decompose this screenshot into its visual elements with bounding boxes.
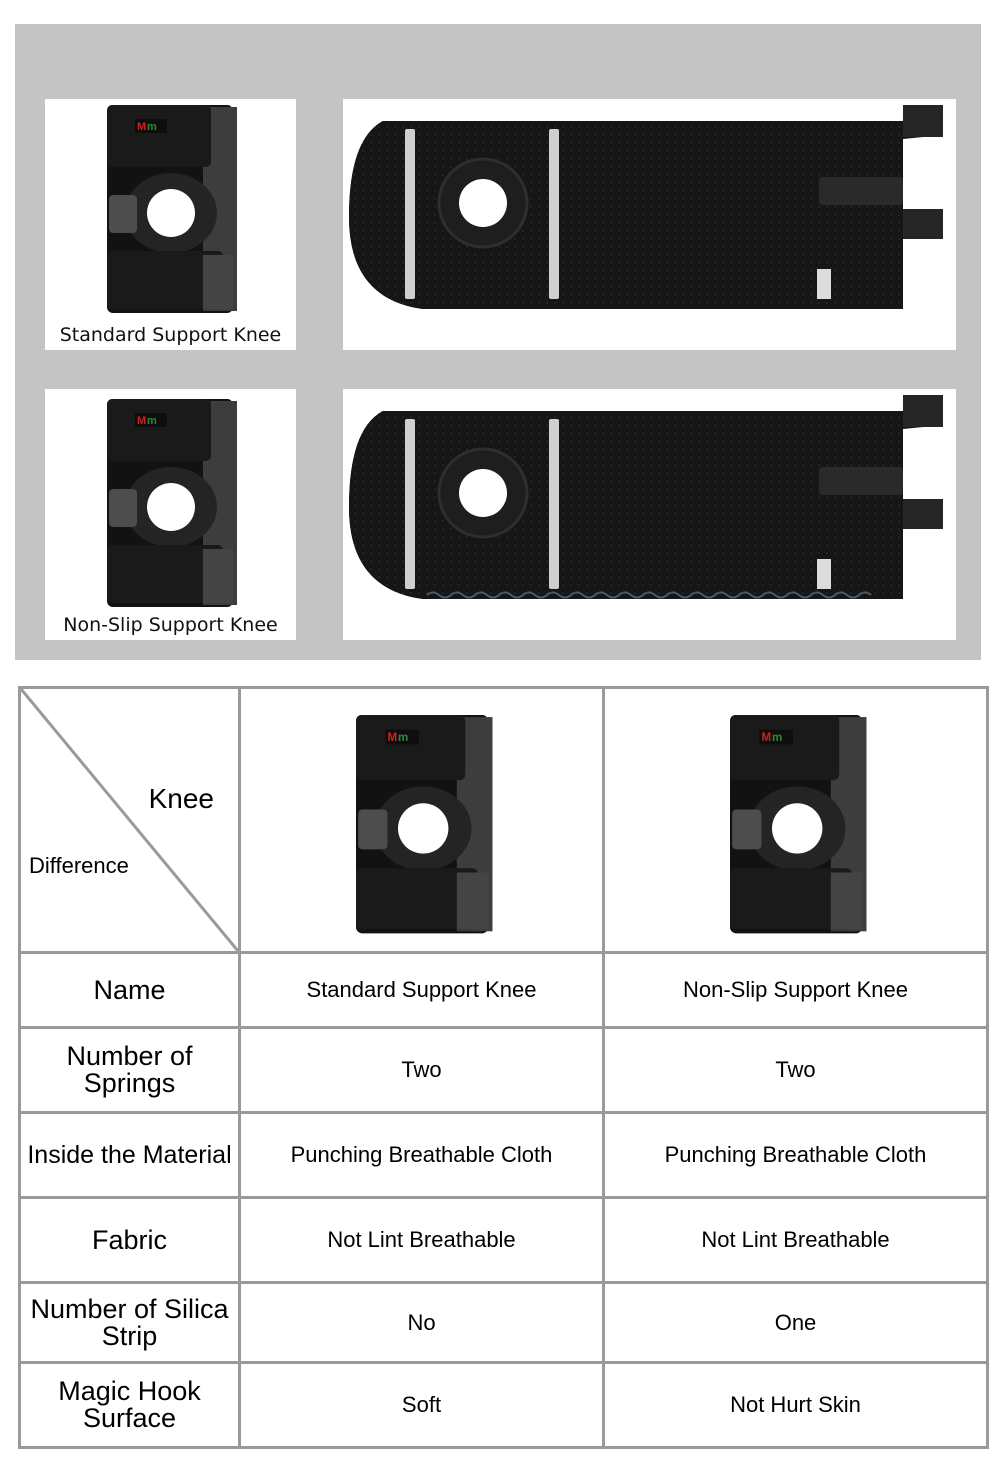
product-views-panel [15, 24, 981, 660]
standard-value: Two [240, 1028, 604, 1113]
nonslip-value: Not Lint Breathable [604, 1198, 988, 1283]
corner-knee-label: Knee [148, 783, 214, 814]
comparison-table [18, 686, 989, 1449]
nonslip-value: One [604, 1283, 988, 1363]
standard-knee-flat-image [343, 99, 956, 350]
row-label: Magic Hook Surface [20, 1363, 240, 1448]
standard-value: Soft [240, 1363, 604, 1448]
nonslip-knee-front-image [45, 389, 296, 640]
nonslip-knee-label: Non-Slip Support Knee [63, 614, 278, 636]
table-row [20, 1363, 988, 1448]
row-label: Number of Silica Strip [20, 1283, 240, 1363]
nonslip-value: Not Hurt Skin [604, 1363, 988, 1448]
corner-difference-label: Difference [29, 853, 129, 878]
standard-knee-front-card [45, 99, 296, 350]
row-label: Inside the Material [20, 1113, 240, 1198]
nonslip-knee-image-cell [604, 688, 988, 953]
nonslip-knee-table-image [716, 705, 876, 935]
standard-value: No [240, 1283, 604, 1363]
corner-header-cell [20, 688, 240, 953]
standard-knee-label: Standard Support Knee [59, 324, 282, 346]
table-row [20, 1113, 988, 1198]
standard-knee-flat-card [343, 99, 956, 350]
nonslip-knee-flat-card [343, 389, 956, 640]
row-label: Fabric [20, 1198, 240, 1283]
table-row [20, 1198, 988, 1283]
nonslip-value: Punching Breathable Cloth [604, 1113, 988, 1198]
standard-knee-image-cell [240, 688, 604, 953]
table-row [20, 1283, 988, 1363]
table-row [20, 953, 988, 1028]
nonslip-knee-front-card [45, 389, 296, 640]
corner-diagonal-line [21, 689, 238, 951]
table-row [20, 1028, 988, 1113]
nonslip-value: Two [604, 1028, 988, 1113]
nonslip-value: Non-Slip Support Knee [604, 953, 988, 1028]
standard-value: Standard Support Knee [240, 953, 604, 1028]
standard-value: Not Lint Breathable [240, 1198, 604, 1283]
row-label: Number of Springs [20, 1028, 240, 1113]
nonslip-knee-flat-image [343, 389, 956, 640]
standard-knee-table-image [342, 705, 502, 935]
row-label: Name [20, 953, 240, 1028]
standard-value: Punching Breathable Cloth [240, 1113, 604, 1198]
standard-knee-front-image [45, 99, 296, 350]
